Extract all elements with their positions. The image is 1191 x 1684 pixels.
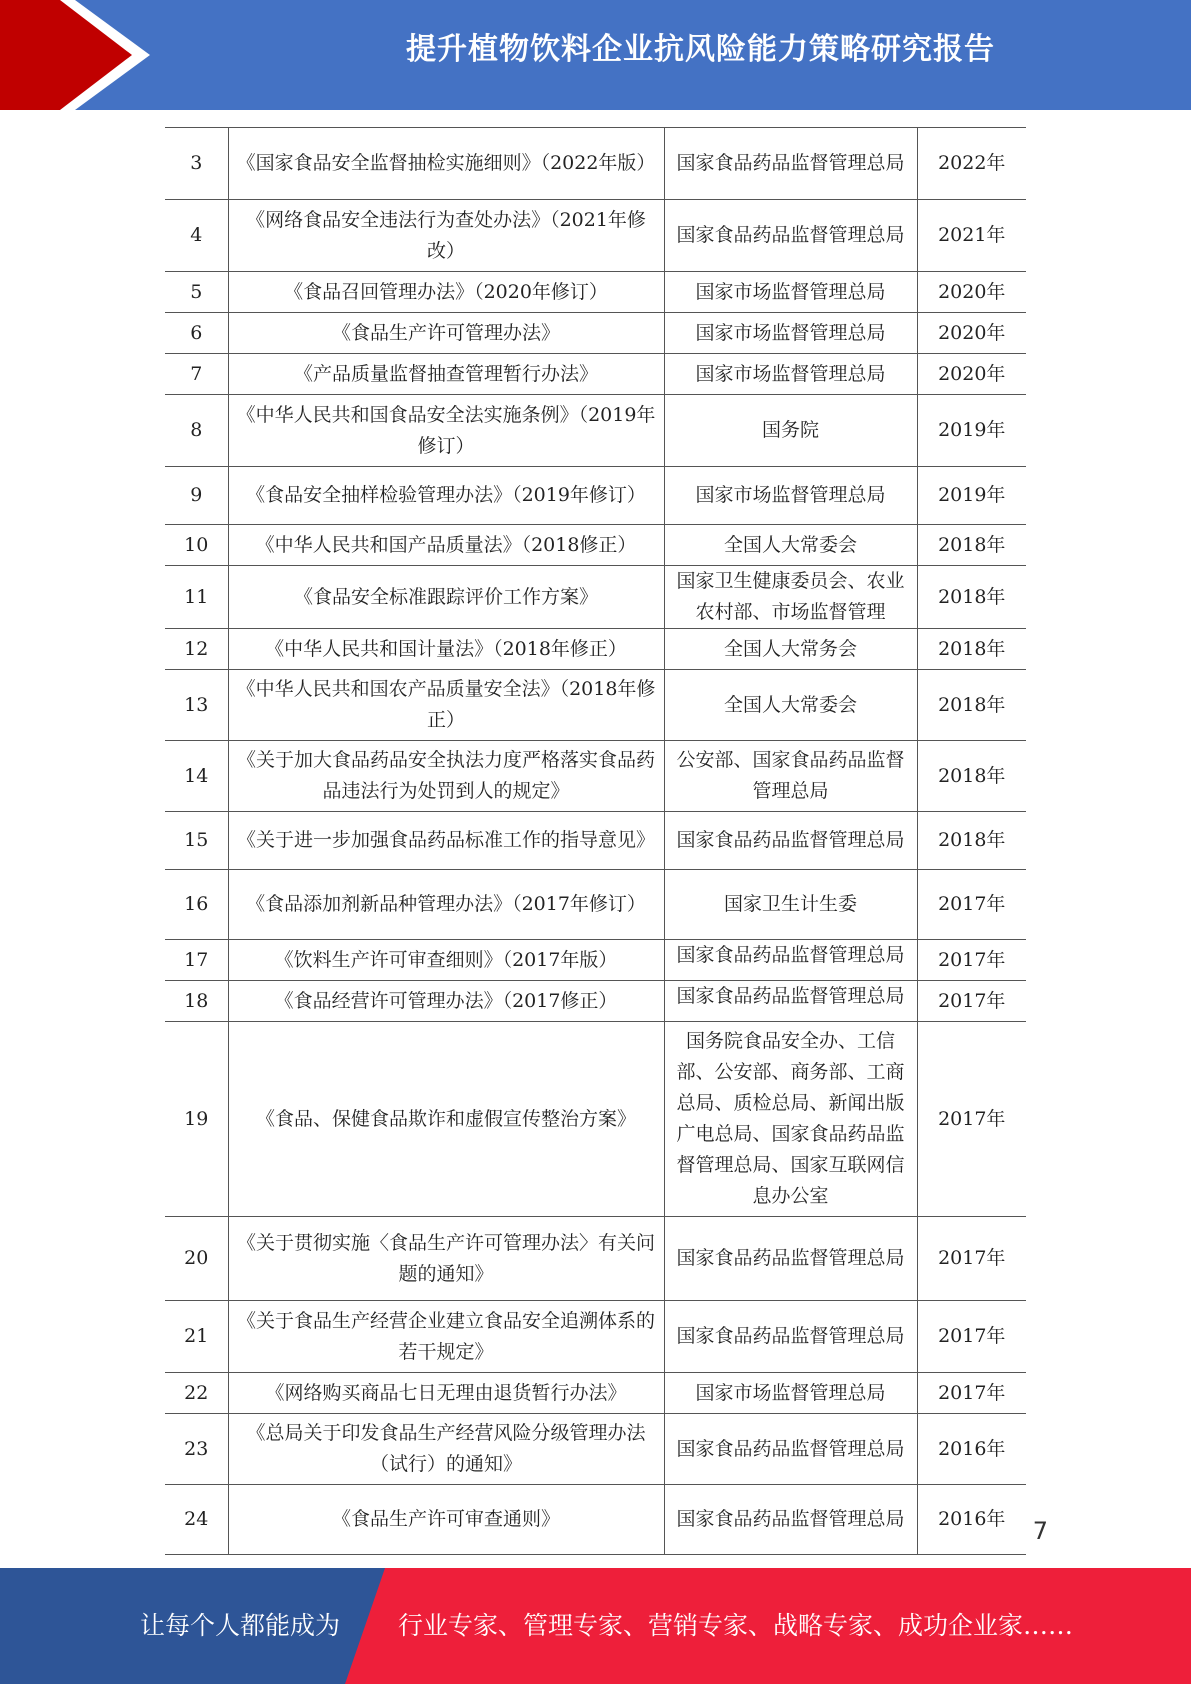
table-row xyxy=(165,566,1026,629)
year-cell: 2018年 xyxy=(917,629,1026,670)
regulation-name-cell: 《中华人民共和国计量法》（2018年修正） xyxy=(228,629,664,670)
table-row xyxy=(165,272,1026,313)
regulation-name-cell: 《食品安全标准跟踪评价工作方案》 xyxy=(228,566,664,629)
year-cell: 2017年 xyxy=(917,1217,1026,1301)
row-number-cell: 3 xyxy=(165,128,228,200)
table-row xyxy=(165,870,1026,940)
regulation-name-cell: 《中华人民共和国食品安全法实施条例》（2019年修订） xyxy=(228,395,664,467)
year-cell: 2018年 xyxy=(917,566,1026,629)
table-row xyxy=(165,467,1026,525)
page-footer xyxy=(0,1568,1191,1684)
table-row xyxy=(165,1373,1026,1414)
regulation-name-cell: 《总局关于印发食品生产经营风险分级管理办法（试行）的通知》 xyxy=(228,1414,664,1485)
issuing-authority-cell: 国家市场监督管理总局 xyxy=(664,354,917,395)
row-number-cell: 20 xyxy=(165,1217,228,1301)
issuing-authority-cell: 全国人大常务会 xyxy=(664,629,917,670)
row-number-cell: 12 xyxy=(165,629,228,670)
footer-slogan-left: 让每个人都能成为 xyxy=(140,1611,341,1640)
table-row xyxy=(165,313,1026,354)
regulation-name-cell: 《产品质量监督抽查管理暂行办法》 xyxy=(228,354,664,395)
issuing-authority-cell: 国家市场监督管理总局 xyxy=(664,313,917,354)
regulation-name-cell: 《食品添加剂新品种管理办法》（2017年修订） xyxy=(228,870,664,940)
regulation-name-cell: 《饮料生产许可审查细则》（2017年版） xyxy=(228,940,664,981)
table-row xyxy=(165,1485,1026,1555)
year-cell: 2020年 xyxy=(917,272,1026,313)
year-cell: 2017年 xyxy=(917,1301,1026,1373)
issuing-authority-cell: 国家食品药品监督管理总局 xyxy=(664,1485,917,1555)
issuing-authority-cell: 国家食品药品监督管理总局 xyxy=(664,1414,917,1485)
row-number-cell: 8 xyxy=(165,395,228,467)
regulation-name-cell: 《中华人民共和国产品质量法》（2018修正） xyxy=(228,525,664,566)
row-number-cell: 19 xyxy=(165,1022,228,1217)
row-number-cell: 11 xyxy=(165,566,228,629)
issuing-authority-cell: 国家食品药品监督管理总局 xyxy=(664,812,917,870)
year-cell: 2017年 xyxy=(917,1022,1026,1217)
year-cell: 2016年 xyxy=(917,1485,1026,1555)
issuing-authority-cell: 国家食品药品监督管理总局 xyxy=(664,1301,917,1373)
row-number-cell: 5 xyxy=(165,272,228,313)
row-number-cell: 4 xyxy=(165,200,228,272)
issuing-authority-cell: 国家食品药品监督管理总局 xyxy=(664,940,917,981)
table-row xyxy=(165,395,1026,467)
footer-slogan-right: 行业专家、管理专家、营销专家、战略专家、成功企业家…… xyxy=(398,1611,1074,1640)
row-number-cell: 21 xyxy=(165,1301,228,1373)
year-cell: 2020年 xyxy=(917,313,1026,354)
table-row xyxy=(165,1301,1026,1373)
issuing-authority-cell: 国家食品药品监督管理总局 xyxy=(664,1217,917,1301)
year-cell: 2018年 xyxy=(917,812,1026,870)
year-cell: 2017年 xyxy=(917,940,1026,981)
table-row xyxy=(165,1217,1026,1301)
regulations-table-container xyxy=(165,127,1026,1555)
issuing-authority-cell: 国家市场监督管理总局 xyxy=(664,467,917,525)
table-row xyxy=(165,981,1026,1022)
regulation-name-cell: 《食品生产许可审查通则》 xyxy=(228,1485,664,1555)
year-cell: 2022年 xyxy=(917,128,1026,200)
row-number-cell: 13 xyxy=(165,670,228,741)
table-row xyxy=(165,525,1026,566)
row-number-cell: 15 xyxy=(165,812,228,870)
table-row xyxy=(165,812,1026,870)
regulation-name-cell: 《中华人民共和国农产品质量安全法》（2018年修正） xyxy=(228,670,664,741)
regulation-name-cell: 《食品安全抽样检验管理办法》（2019年修订） xyxy=(228,467,664,525)
regulations-table xyxy=(165,127,1026,1555)
year-cell: 2017年 xyxy=(917,981,1026,1022)
year-cell: 2018年 xyxy=(917,525,1026,566)
issuing-authority-cell: 国务院食品安全办、工信部、公安部、商务部、工商总局、质检总局、新闻出版广电总局、国家食品药品监督管理总局、国家互联网信息办公室 xyxy=(664,1022,917,1217)
row-number-cell: 9 xyxy=(165,467,228,525)
issuing-authority-cell: 国家卫生健康委员会、农业农村部、市场监督管理 xyxy=(664,566,917,629)
issuing-authority-cell: 国家食品药品监督管理总局 xyxy=(664,128,917,200)
row-number-cell: 6 xyxy=(165,313,228,354)
year-cell: 2018年 xyxy=(917,670,1026,741)
regulation-name-cell: 《食品、保健食品欺诈和虚假宣传整治方案》 xyxy=(228,1022,664,1217)
regulation-name-cell: 《国家食品安全监督抽检实施细则》（2022年版） xyxy=(228,128,664,200)
issuing-authority-cell: 国家食品药品监督管理总局 xyxy=(664,200,917,272)
year-cell: 2017年 xyxy=(917,870,1026,940)
issuing-authority-cell: 全国人大常委会 xyxy=(664,525,917,566)
regulation-name-cell: 《食品召回管理办法》（2020年修订） xyxy=(228,272,664,313)
row-number-cell: 18 xyxy=(165,981,228,1022)
row-number-cell: 10 xyxy=(165,525,228,566)
regulation-name-cell: 《网络购买商品七日无理由退货暂行办法》 xyxy=(228,1373,664,1414)
issuing-authority-cell: 国家市场监督管理总局 xyxy=(664,272,917,313)
table-row xyxy=(165,629,1026,670)
regulation-name-cell: 《食品生产许可管理办法》 xyxy=(228,313,664,354)
row-number-cell: 22 xyxy=(165,1373,228,1414)
row-number-cell: 7 xyxy=(165,354,228,395)
issuing-authority-cell: 公安部、国家食品药品监督管理总局 xyxy=(664,741,917,812)
page-number: 7 xyxy=(1032,1517,1048,1545)
table-row xyxy=(165,354,1026,395)
year-cell: 2019年 xyxy=(917,395,1026,467)
page-header xyxy=(0,0,1191,110)
regulation-name-cell: 《关于加大食品药品安全执法力度严格落实食品药品违法行为处罚到人的规定》 xyxy=(228,741,664,812)
regulation-name-cell: 《关于进一步加强食品药品标准工作的指导意见》 xyxy=(228,812,664,870)
table-row xyxy=(165,670,1026,741)
table-row xyxy=(165,128,1026,200)
table-row xyxy=(165,1022,1026,1217)
row-number-cell: 16 xyxy=(165,870,228,940)
year-cell: 2017年 xyxy=(917,1373,1026,1414)
regulation-name-cell: 《网络食品安全违法行为查处办法》（2021年修改） xyxy=(228,200,664,272)
issuing-authority-cell: 国家食品药品监督管理总局 xyxy=(664,981,917,1022)
year-cell: 2016年 xyxy=(917,1414,1026,1485)
year-cell: 2019年 xyxy=(917,467,1026,525)
regulations-table-body xyxy=(165,128,1026,1555)
table-row xyxy=(165,1414,1026,1485)
table-row xyxy=(165,741,1026,812)
table-row xyxy=(165,200,1026,272)
year-cell: 2018年 xyxy=(917,741,1026,812)
report-title: 提升植物饮料企业抗风险能力策略研究报告 xyxy=(406,32,995,67)
row-number-cell: 23 xyxy=(165,1414,228,1485)
row-number-cell: 24 xyxy=(165,1485,228,1555)
table-row xyxy=(165,940,1026,981)
year-cell: 2021年 xyxy=(917,200,1026,272)
regulation-name-cell: 《食品经营许可管理办法》（2017修正） xyxy=(228,981,664,1022)
issuing-authority-cell: 全国人大常委会 xyxy=(664,670,917,741)
year-cell: 2020年 xyxy=(917,354,1026,395)
issuing-authority-cell: 国家卫生计生委 xyxy=(664,870,917,940)
issuing-authority-cell: 国务院 xyxy=(664,395,917,467)
regulation-name-cell: 《关于贯彻实施〈食品生产许可管理办法〉有关问题的通知》 xyxy=(228,1217,664,1301)
issuing-authority-cell: 国家市场监督管理总局 xyxy=(664,1373,917,1414)
row-number-cell: 14 xyxy=(165,741,228,812)
regulation-name-cell: 《关于食品生产经营企业建立食品安全追溯体系的若干规定》 xyxy=(228,1301,664,1373)
row-number-cell: 17 xyxy=(165,940,228,981)
